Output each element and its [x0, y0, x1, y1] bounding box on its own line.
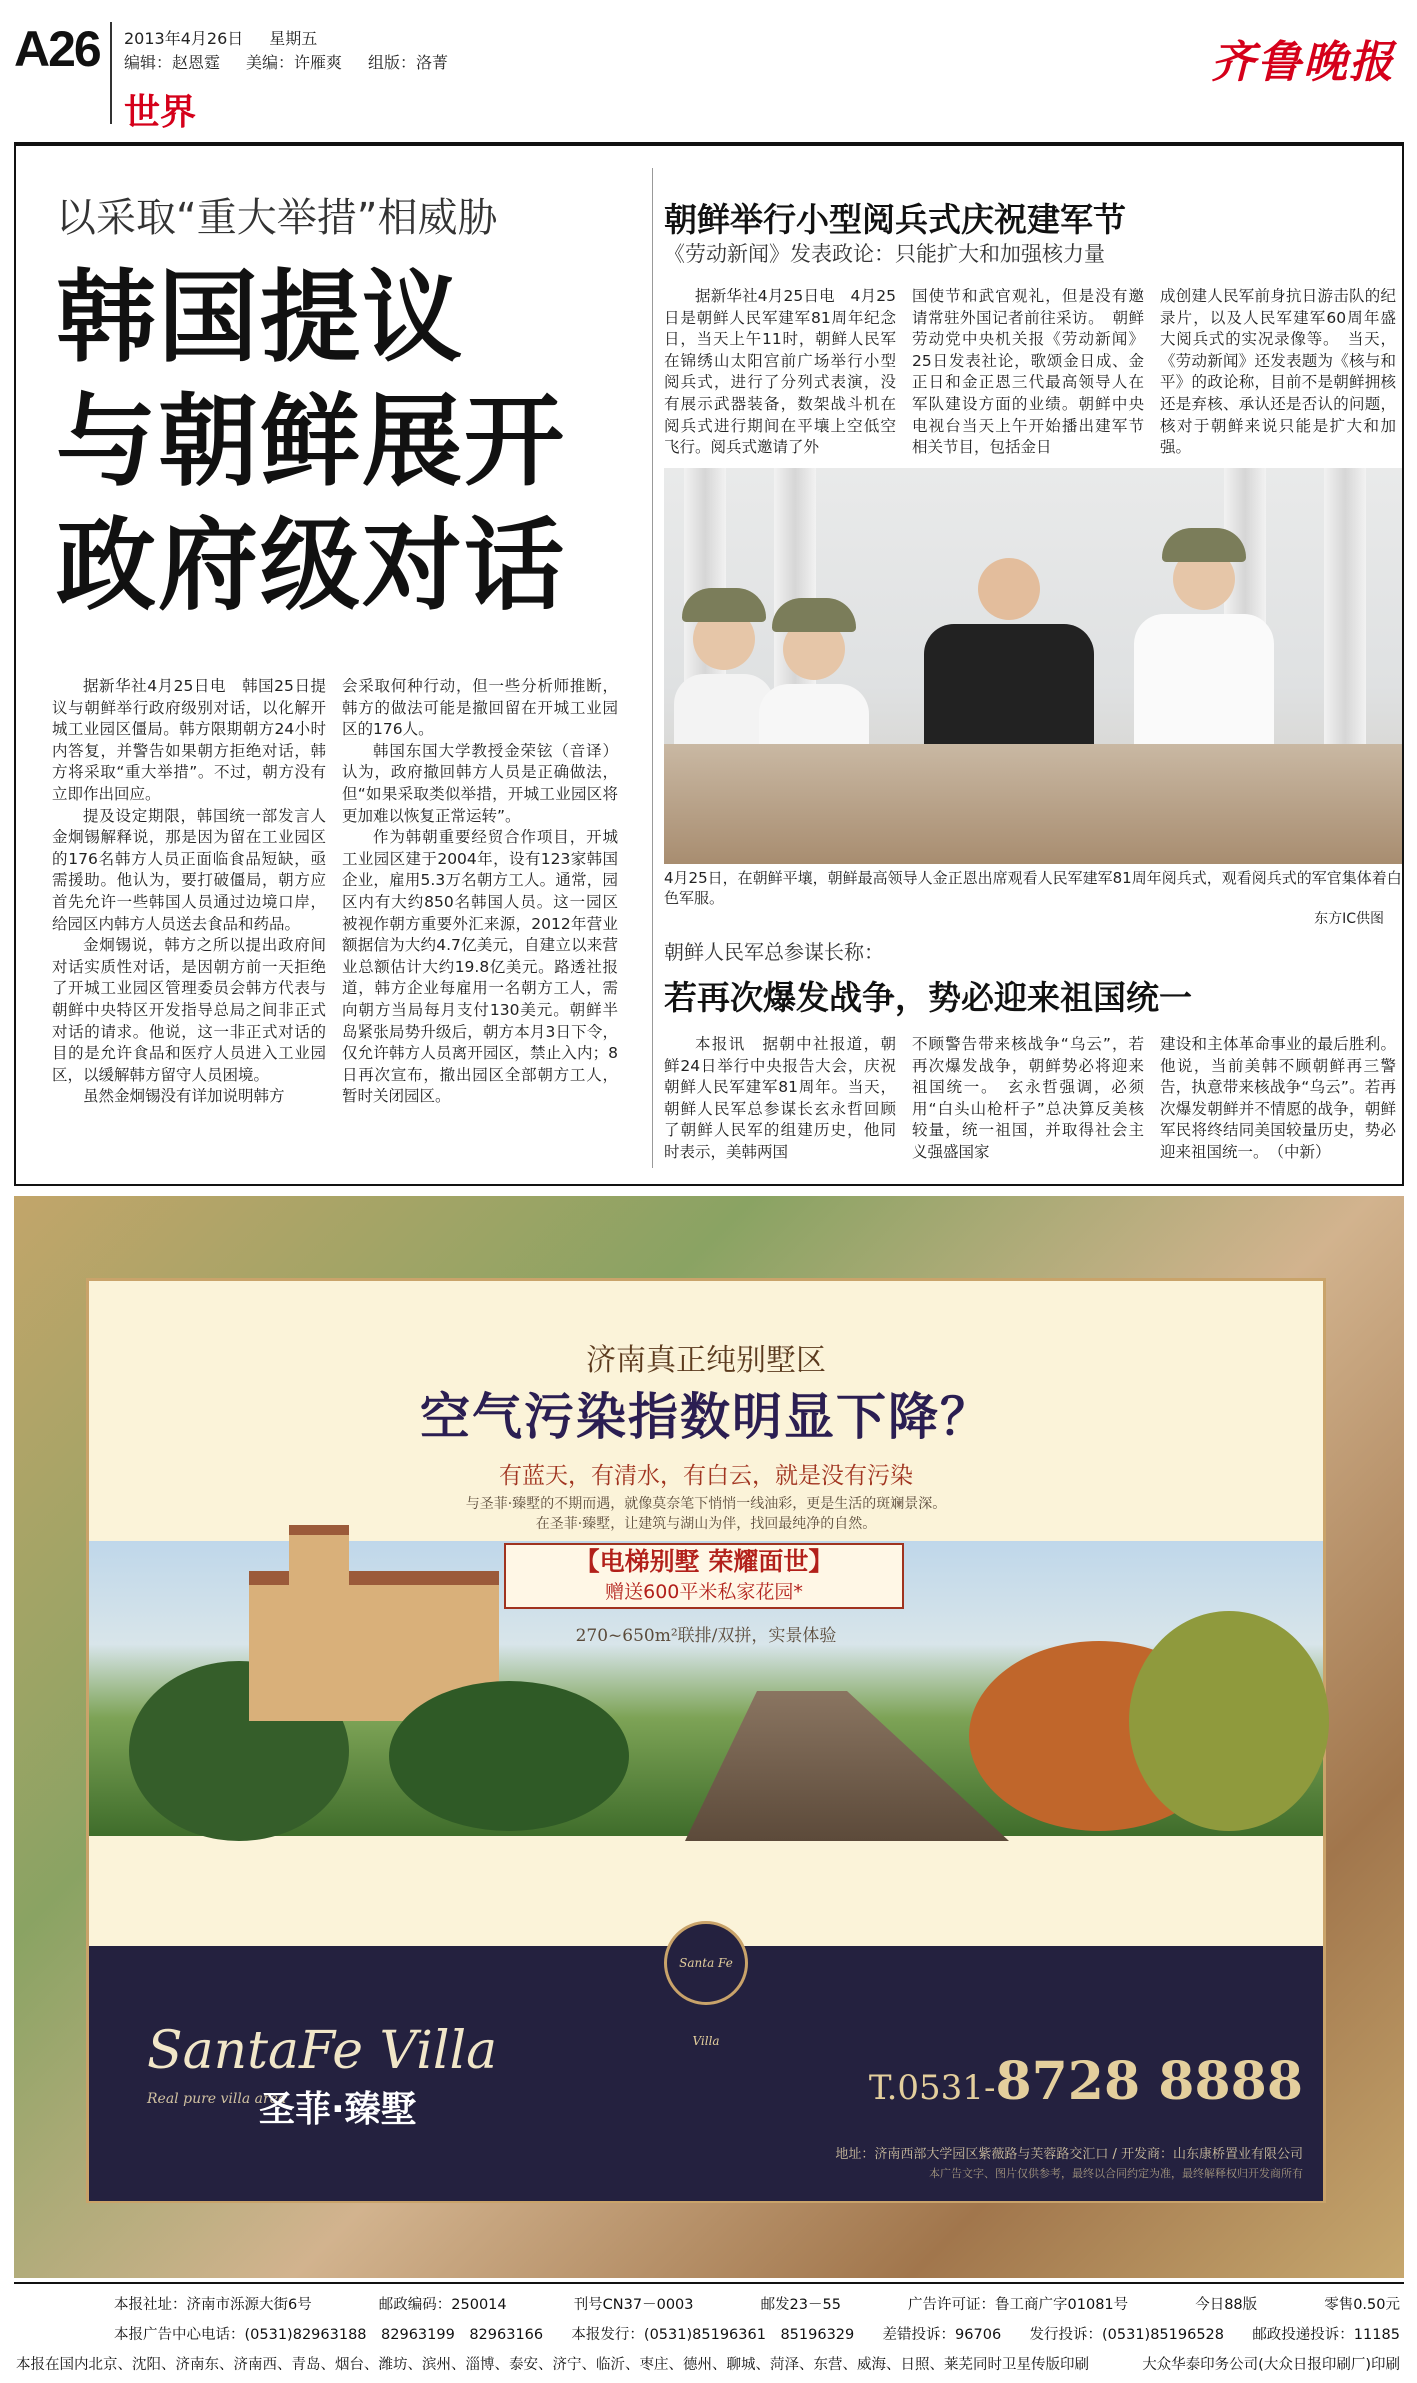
real-estate-ad	[14, 1196, 1404, 2278]
footer	[14, 2290, 1404, 2380]
page-number: A26	[14, 21, 100, 77]
lead-kicker: 以采取“重大举措”相威胁	[56, 195, 498, 241]
footer-row	[14, 2320, 1404, 2350]
headline-line: 韩国提议	[56, 259, 464, 376]
news-photo	[664, 468, 1402, 864]
story3-title: 若再次爆发战争，势必迎来祖国统一	[664, 978, 1192, 1017]
story2-subtitle: 《劳动新闻》发表政论：只能扩大和加强核力量	[664, 242, 1105, 266]
paragraph: 韩国东国大学教授金荣铉（音译）认为，政府撤回韩方人员是正确做法，但“如果采取类似举措，开城工业园区将更加难以恢复正常运转”。	[342, 741, 618, 825]
footer-item: 本报在国内北京、沈阳、济南东、济南西、青岛、烟台、潍坊、滨州、淄博、泰安、济宁、临沂、枣庄、德州、聊城、菏泽、东营、威海、日照、莱芜同时卫星传版印刷	[16, 2357, 1089, 2373]
ad-kicker: 济南真正纯别墅区	[586, 1343, 826, 1378]
news-area	[14, 146, 1404, 1186]
headline-line: 与朝鲜展开	[56, 383, 566, 500]
footer-row	[14, 2350, 1404, 2380]
paragraph: 提及设定期限，韩国统一部发言人金炯锡解释说，那是因为留在工业园区的176名韩方人员正面临食品短缺，亟需援助。他认为，要打破僵局，朝方应首先允许一些韩国人员通过边境口岸，给园区内韩方人员送去食品和药品。	[52, 806, 326, 933]
ad-copy: 与圣菲·臻墅的不期而遇，就像莫奈笔下悄悄一线油彩，更是生活的斑斓景深。	[465, 1496, 947, 1512]
paragraph: 金炯锡说，韩方之所以提出政府间对话实质性对话，是因朝方前一天拒绝了开城工业园区管理委员会韩方代表与朝鲜中央特区开发指导总局之间非正式对话的请求。他说，这一非正式对话的目的是允许食品和医疗人员进入工业园区，以缓解韩方留守人员困境。	[52, 936, 326, 1084]
story2-title: 朝鲜举行小型阅兵式庆祝建军节	[664, 200, 1126, 239]
ad-headline: 空气污染指数明显下降？	[420, 1387, 992, 1446]
paragraph: 本报讯 据朝中社报道，朝鲜24日举行中央报告大会，庆祝朝鲜人民军建军81周年。当天，朝鲜人民军总参谋长玄永哲回顾了朝鲜人民军的组建历史，他同时表示，美韩两国	[664, 1035, 896, 1161]
ad-unit-size: 270~650m²联排/双拼，实景体验	[575, 1626, 837, 1646]
story3-column-2	[912, 1034, 1144, 1164]
ad-phone	[869, 2051, 1303, 2112]
issue-weekday: 星期五	[269, 29, 318, 48]
lead-headline	[56, 256, 566, 628]
lead-column-2	[342, 676, 618, 1108]
brand-logo-sub: Real pure villa area	[147, 2091, 287, 2107]
ad-copy: 在圣菲·臻墅，让建筑与湖山为伴，找回最纯净的自然。	[535, 1516, 877, 1532]
ad-frame	[86, 1278, 1326, 2203]
issue-date: 2013年4月26日	[124, 29, 244, 48]
photo-caption: 4月25日，在朝鲜平壤，朝鲜最高领导人金正恩出席观看人民军建军81周年阅兵式，观看阅兵式的军官集体着白色军服。	[664, 869, 1402, 907]
stone-path	[649, 1691, 1009, 1841]
paragraph: 不顾警告带来核战争“乌云”，若再次爆发战争，朝鲜势必将迎来祖国统一。 玄永哲强调，必须用“白头山枪杆子”总决算反美核较量，统一祖国，并取得社会主义强盛国家	[912, 1035, 1144, 1161]
story2-column-2	[912, 286, 1144, 459]
ad-slogan: 有蓝天，有清水，有白云，就是没有污染	[499, 1463, 913, 1489]
masthead-divider	[110, 22, 112, 124]
footer-item: 邮政投递投诉：11185	[1252, 2327, 1400, 2343]
footer-item: 今日88版	[1195, 2297, 1258, 2313]
editor-credit: 编辑：赵恩霆	[124, 53, 221, 72]
paragraph: 会采取何种行动，但一些分析师推断，韩方的做法可能是撤回留在开城工业园区的176人。	[342, 677, 618, 739]
footer-item: 本报广告中心电话：(0531)82963188 82963199 82963166	[114, 2327, 544, 2343]
footer-item: 发行投诉：(0531)85196528	[1029, 2327, 1225, 2343]
footer-row	[14, 2290, 1404, 2320]
paragraph: 国使节和武官观礼，但是没有邀请常驻外国记者前往采访。 朝鲜劳动党中央机关报《劳动新闻》25日发表社论，歌颂金日成、金正日和金正恩三代最高领导人在军队建设方面的业绩。朝鲜中央电视台当天上午开始播出建军节相关节目，包括金日	[912, 287, 1144, 457]
story2-column-1	[664, 286, 896, 459]
footer-item: 广告许可证：鲁工商广字01081号	[908, 2297, 1129, 2313]
paragraph: 作为韩朝重要经贸合作项目，开城工业园区建于2004年，设有123家韩国企业，雇用5.3万名朝方工人。通常，园区内有大约850名韩国人员。这一园区被视作朝方重要外汇来源，2012年营业额据信为大约4.7亿美元，自建立以来营业总额估计大约19.8亿美元。路透社报道，韩方企业每雇用一名朝方工人，需向朝方当局每月支付130美元。朝鲜半岛紧张局势升级后，朝方本月3日下令，仅允许韩方人员离开园区，禁止入内；8日再次宣布，撤出园区全部朝方工人，暂时关闭园区。	[342, 828, 618, 1106]
story3-column-1	[664, 1034, 896, 1164]
promo-detail: 赠送600平米私家花园*	[605, 1581, 803, 1603]
promo-title: 【电梯别墅 荣耀面世】	[574, 1547, 834, 1576]
paragraph: 据新华社4月25日电 韩国25日提议与朝鲜举行政府级别对话，以化解开城工业园区僵局。韩方限期朝方24小时内答复，并警告如果朝方拒绝对话，韩方将采取“重大举措”。不过，朝方没有立即作出回应。	[52, 677, 326, 803]
newspaper-logo: 齐鲁晚报	[1211, 37, 1395, 88]
story2-column-3	[1160, 286, 1396, 459]
brand-emblem-icon: Santa Fe Villa	[664, 1921, 748, 2005]
phone-prefix: T.0531-	[868, 2068, 996, 2108]
footer-rule	[14, 2282, 1404, 2284]
balustrade	[664, 744, 1402, 864]
masthead	[0, 0, 1417, 142]
headline-line: 政府级对话	[56, 507, 566, 624]
ad-promo-box	[504, 1543, 904, 1609]
paragraph: 虽然金炯锡没有详加说明韩方	[83, 1087, 285, 1106]
footer-item: 零售0.50元	[1324, 2297, 1400, 2313]
footer-item: 刊号CN37－0003	[573, 2297, 694, 2313]
phone-number: 8728 8888	[995, 2051, 1303, 2112]
footer-item: 差错投诉：96706	[882, 2327, 1002, 2343]
footer-item: 邮发23－55	[760, 2297, 841, 2313]
column-divider	[652, 168, 653, 1168]
footer-item: 大众华泰印务公司(大众日报印刷厂)印刷	[1142, 2357, 1400, 2373]
paragraph: 据新华社4月25日电 4月25日是朝鲜人民军建军81周年纪念日，当天上午11时，朝鲜人民军在锦绣山太阳宫前广场举行小型阅兵式，进行了分列式表演，没有展示武器装备，数架战斗机在阅兵式进行期间在平壤上空低空飞行。阅兵式邀请了外	[664, 287, 896, 457]
art-editor-credit: 美编：许雁爽	[246, 53, 343, 72]
brand-name-cn: 圣菲·臻墅	[259, 2089, 417, 2130]
paragraph: 建设和主体革命事业的最后胜利。他说，当前美韩不顾朝鲜再三警告，执意带来核战争“乌云”。若再次爆发朝鲜并不情愿的战争，朝鲜军民将终结同美国较量历史，势必迎来祖国统一。 （中新）	[1160, 1035, 1396, 1161]
lead-column-1	[52, 676, 326, 1108]
layout-editor-credit: 组版：洛菁	[368, 53, 449, 72]
footer-item: 邮政编码：250014	[378, 2297, 507, 2313]
ad-disclaimer: 本广告文字、图片仅供参考，最终以合同约定为准，最终解释权归开发商所有	[929, 2167, 1303, 2180]
paragraph: 成创建人民军前身抗日游击队的纪录片，以及人民军建军60周年盛大阅兵式的实况录像等。 当天，《劳动新闻》还发表题为《核与和平》的政论称，目前不是朝鲜拥核还是弃核、承认还是否认的问题，核对于朝鲜来说只能是扩大和加强。	[1160, 287, 1396, 457]
story3-kicker: 朝鲜人民军总参谋长称：	[664, 940, 884, 964]
photo-credit: 东方IC供图	[1314, 911, 1384, 927]
footer-item: 本报社址：济南市泺源大街6号	[114, 2297, 312, 2313]
ad-address: 地址：济南西部大学园区紫薇路与芙蓉路交汇口 / 开发商：山东康桥置业有限公司	[835, 2147, 1303, 2162]
pillar	[1324, 468, 1366, 768]
masthead-meta	[124, 27, 474, 75]
story3-column-3	[1160, 1034, 1396, 1164]
footer-item: 本报发行：(0531)85196361 85196329	[571, 2327, 855, 2343]
brand-logo: SantaFe Villa	[147, 2021, 498, 2081]
section-title: 世界	[124, 92, 197, 133]
